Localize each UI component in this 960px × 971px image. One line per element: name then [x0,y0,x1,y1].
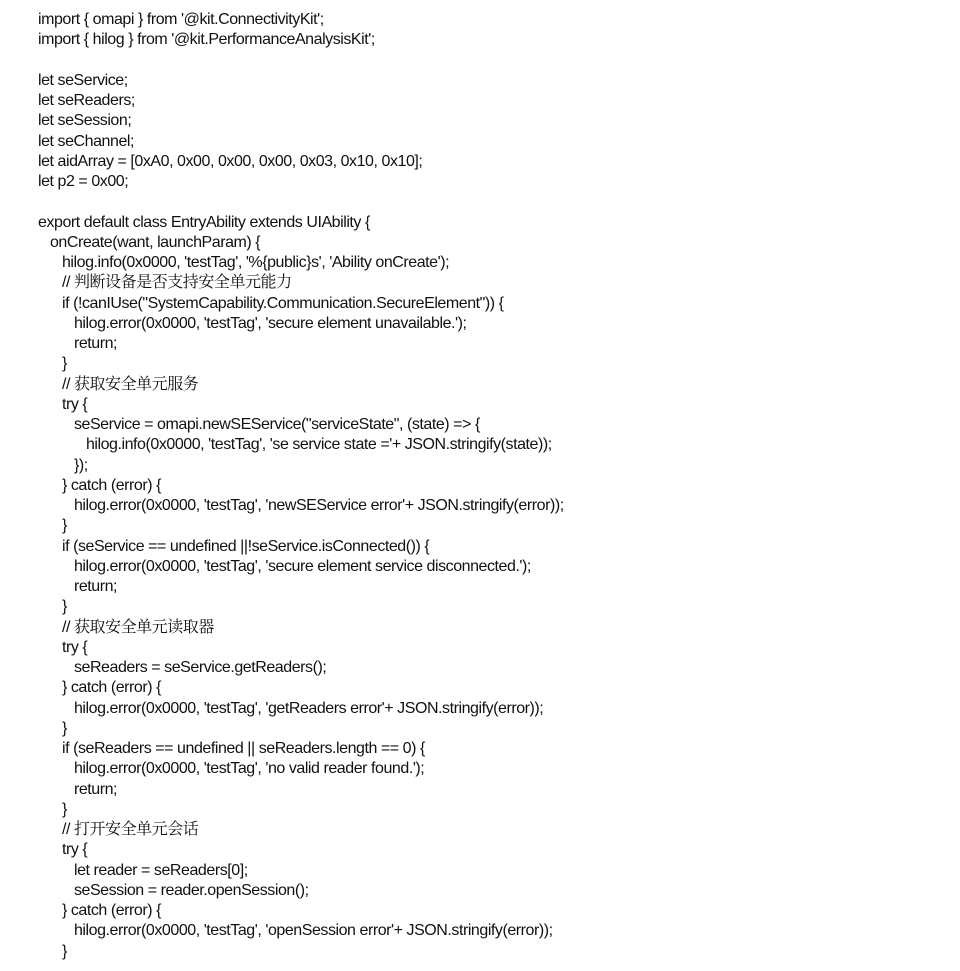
code-line: // 打开安全单元会话 [38,821,199,838]
code-line: hilog.error(0x0000, 'testTag', 'no valid reader found.'); [38,760,425,778]
code-line: // 获取安全单元服务 [38,375,199,393]
code-listing [38,10,938,962]
code-line: hilog.info(0x0000, 'testTag', 'se service state ='+ JSON.stringify(state)); [38,436,552,454]
code-line: hilog.error(0x0000, 'testTag', 'newSEService error'+ JSON.stringify(error)); [38,497,564,514]
code-line: let seReaders; [38,92,135,109]
code-line: try { [38,395,88,413]
code-line: export default class EntryAbility extends UIAbility { [38,213,370,231]
code-line: } catch (error) { [38,476,162,494]
code-line: } [38,719,67,737]
code-line: hilog.error(0x0000, 'testTag', 'secure element unavailable.'); [38,314,467,332]
code-line: } [38,942,67,960]
code-line: try { [38,638,88,656]
code-line: hilog.error(0x0000, 'testTag', 'getReaders error'+ JSON.stringify(error)); [38,699,544,717]
code-line: hilog.error(0x0000, 'testTag', 'secure element service disconnected.'); [38,557,531,575]
code-line: import { hilog } from '@kit.PerformanceAnalysisKit'; [38,31,375,49]
blank-line [38,192,938,212]
code-line: let p2 = 0x00; [38,173,129,190]
code-line: } [38,355,67,373]
code-line: onCreate(want, launchParam) { [38,233,261,251]
code-line: seService = omapi.newSEService("serviceState", (state) => { [38,416,480,433]
code-line: return; [38,578,118,595]
code-line: let seSession; [38,112,132,130]
code-line: } catch (error) { [38,679,162,697]
code-line: hilog.error(0x0000, 'testTag', 'openSession error'+ JSON.stringify(error)); [38,922,553,940]
code-line: if (seService == undefined ||!seService.isConnected()) { [38,537,430,555]
code-line: hilog.info(0x0000, 'testTag', '%{public}s', 'Ability onCreate'); [38,254,450,271]
code-line: let reader = seReaders[0]; [38,861,248,879]
code-line: } [38,598,67,616]
code-line: seReaders = seService.getReaders(); [38,659,327,676]
code-line: seSession = reader.openSession(); [38,881,309,899]
blank-line [38,51,938,71]
code-line: try { [38,841,88,859]
code-line: }); [38,456,88,474]
code-line: // 判断设备是否支持安全单元能力 [38,274,292,292]
code-line: // 获取安全单元读取器 [38,618,214,636]
code-line: if (seReaders == undefined || seReaders.length == 0) { [38,740,425,757]
code-line: let aidArray = [0xA0, 0x00, 0x00, 0x00, 0x03, 0x10, 0x10]; [38,152,423,170]
code-line: return; [38,335,118,352]
code-line: let seChannel; [38,132,134,150]
code-line: } [38,517,67,535]
code-line: if (!canIUse("SystemCapability.Communication.SecureElement")) { [38,294,504,312]
code-line: } catch (error) { [38,902,162,919]
code-line: let seService; [38,71,128,89]
code-line: } [38,800,67,818]
code-line: import { omapi } from '@kit.ConnectivityKit'; [38,11,324,28]
code-line: return; [38,780,118,798]
